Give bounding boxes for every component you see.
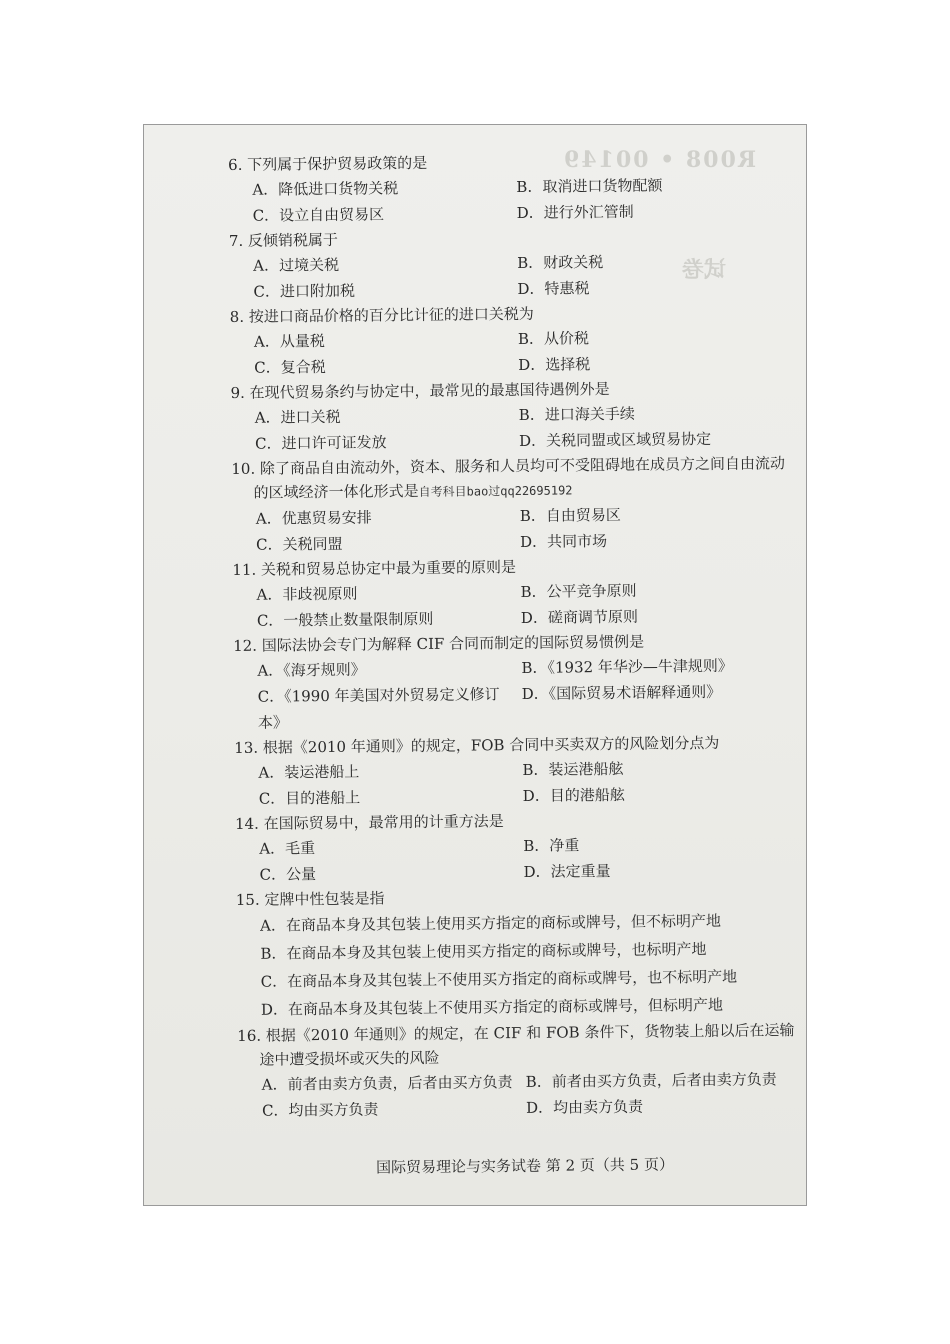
question-10 — [231, 451, 792, 558]
option-d: D．法定重量 — [523, 862, 611, 881]
question-12 — [233, 628, 794, 736]
question-stem: 8. 按进口商品价格的百分比计征的进口关税为 — [229, 304, 534, 326]
question-8 — [230, 299, 791, 381]
option-c: C．复合税 — [254, 357, 326, 377]
option-d: D．在商品本身及其包装上不使用买方指定的商标或牌号，但标明产地 — [260, 995, 724, 1019]
option-a: A．毛重 — [259, 839, 316, 858]
option-a: A．前者由卖方负责，后者由买方负责 — [261, 1073, 513, 1094]
question-stem: 11. 关税和贸易总协定中最为重要的原则是 — [232, 558, 517, 579]
option-c: C．关税同盟 — [256, 534, 343, 554]
option-c: C．均由买方负责 — [261, 1100, 379, 1120]
option-b: B．前者由买方负责，后者由卖方负责 — [525, 1070, 777, 1091]
options-grid — [235, 830, 796, 888]
question-list — [228, 147, 798, 1124]
question-16 — [237, 1018, 798, 1124]
option-d: D．均由卖方负责 — [525, 1097, 644, 1117]
option-b: B．装运港船舷 — [522, 759, 624, 779]
question-stem: 7. 反倾销税属于 — [228, 230, 339, 250]
question-stem-text: 10. 除了商品自由流动外，资本、服务和人员均可不受阻碍地在成员方之间自由流动的区域经济一体化形式是 — [231, 454, 786, 502]
question-stem — [231, 451, 791, 506]
option-c: C．《1990 年美国对外贸易定义修订本》 — [257, 685, 500, 732]
exam-page-photo — [143, 124, 807, 1206]
page-footer: 国际贸易理论与实务试卷 第 2 页（共 5 页） — [375, 1155, 675, 1177]
option-c: C．进口附加税 — [253, 281, 356, 301]
option-b: B．进口海关手续 — [518, 404, 635, 424]
option-d: D．《国际贸易术语解释通则》 — [521, 682, 722, 703]
option-d: D．关税同盟或区域贸易协定 — [518, 429, 712, 450]
option-a: A．《海牙规则》 — [257, 660, 366, 680]
option-a: A．降低进口货物关税 — [252, 179, 399, 199]
option-d: D．目的港船舷 — [522, 785, 625, 805]
question-7 — [229, 223, 790, 305]
options-grid — [232, 500, 793, 558]
option-c: C．设立自由贸易区 — [252, 205, 385, 225]
option-b: B．《1932 年华沙—牛津规则》 — [521, 656, 733, 677]
option-b: B．在商品本身及其包装上使用买方指定的商标或牌号，也标明产地 — [260, 940, 707, 963]
options-list — [236, 906, 797, 1024]
options-grid — [234, 754, 795, 812]
question-13 — [234, 730, 795, 812]
option-c: C．目的港船上 — [258, 788, 361, 808]
question-6 — [228, 147, 789, 229]
question-14 — [235, 806, 796, 888]
overlay-note: 自考科目bao过qq22695192 — [418, 483, 573, 500]
option-b: B．取消进口货物配额 — [516, 176, 663, 196]
option-c: C．进口许可证发放 — [254, 433, 387, 453]
option-a: A．在商品本身及其包装上使用买方指定的商标或牌号，但不标明产地 — [259, 911, 722, 935]
option-b: B．公平竞争原则 — [520, 581, 637, 601]
question-stem: 13. 根据《2010 年通则》的规定，FOB 合同中买卖双方的风险划分点为 — [234, 733, 720, 757]
option-b: B．净重 — [523, 836, 580, 855]
option-d: D．共同市场 — [519, 532, 608, 551]
question-9 — [230, 375, 791, 457]
question-stem: 14. 在国际贸易中，最常用的计重方法是 — [234, 812, 504, 833]
options-grid — [232, 576, 793, 634]
question-stem: 16. 根据《2010 年通则》的规定，在 CIF 和 FOB 条件下，货物装上船以后在运输途中遭受损坏或灭失的风险 — [237, 1021, 795, 1069]
bleed-through-code: R008 • 00149 — [561, 147, 756, 173]
option-c: C．公量 — [259, 865, 317, 884]
option-d: D．进行外汇管制 — [516, 202, 634, 222]
option-a: A．进口关税 — [254, 407, 341, 427]
options-grid — [238, 1066, 799, 1124]
option-a: A．非歧视原则 — [256, 584, 358, 604]
option-b: B．自由贸易区 — [519, 505, 621, 525]
option-d: D．特惠税 — [517, 279, 590, 298]
option-a: A．过境关税 — [253, 255, 340, 275]
option-b: B．从价税 — [517, 329, 590, 348]
question-stem: 6. 下列属于保护贸易政策的是 — [228, 153, 428, 174]
options-grid — [229, 247, 790, 305]
option-a: A．从量税 — [253, 331, 325, 351]
option-a: A．装运港船上 — [258, 762, 360, 782]
options-grid — [233, 652, 794, 736]
option-c: C．一般禁止数量限制原则 — [256, 609, 434, 630]
question-stem: 15. 定牌中性包装是指 — [235, 889, 385, 909]
question-15 — [236, 882, 797, 1024]
question-stem: 9. 在现代贸易条约与协定中，最常见的最惠国待遇例外是 — [230, 380, 610, 402]
bleed-through-title: 试卷 — [681, 257, 726, 283]
options-grid — [228, 171, 789, 229]
options-grid — [231, 399, 792, 457]
option-a: A．优惠贸易安排 — [255, 508, 372, 528]
question-stem: 12. 国际法协会专门为解释 CIF 合同而制定的国际贸易惯例是 — [233, 632, 645, 655]
options-grid — [230, 323, 791, 381]
question-11 — [232, 552, 793, 634]
option-d: D．磋商调节原则 — [520, 607, 639, 627]
option-d: D．选择税 — [518, 355, 591, 374]
option-c: C．在商品本身及其包装上不使用买方指定的商标或牌号，也不标明产地 — [260, 967, 738, 991]
option-b: B．财政关税 — [517, 253, 604, 272]
